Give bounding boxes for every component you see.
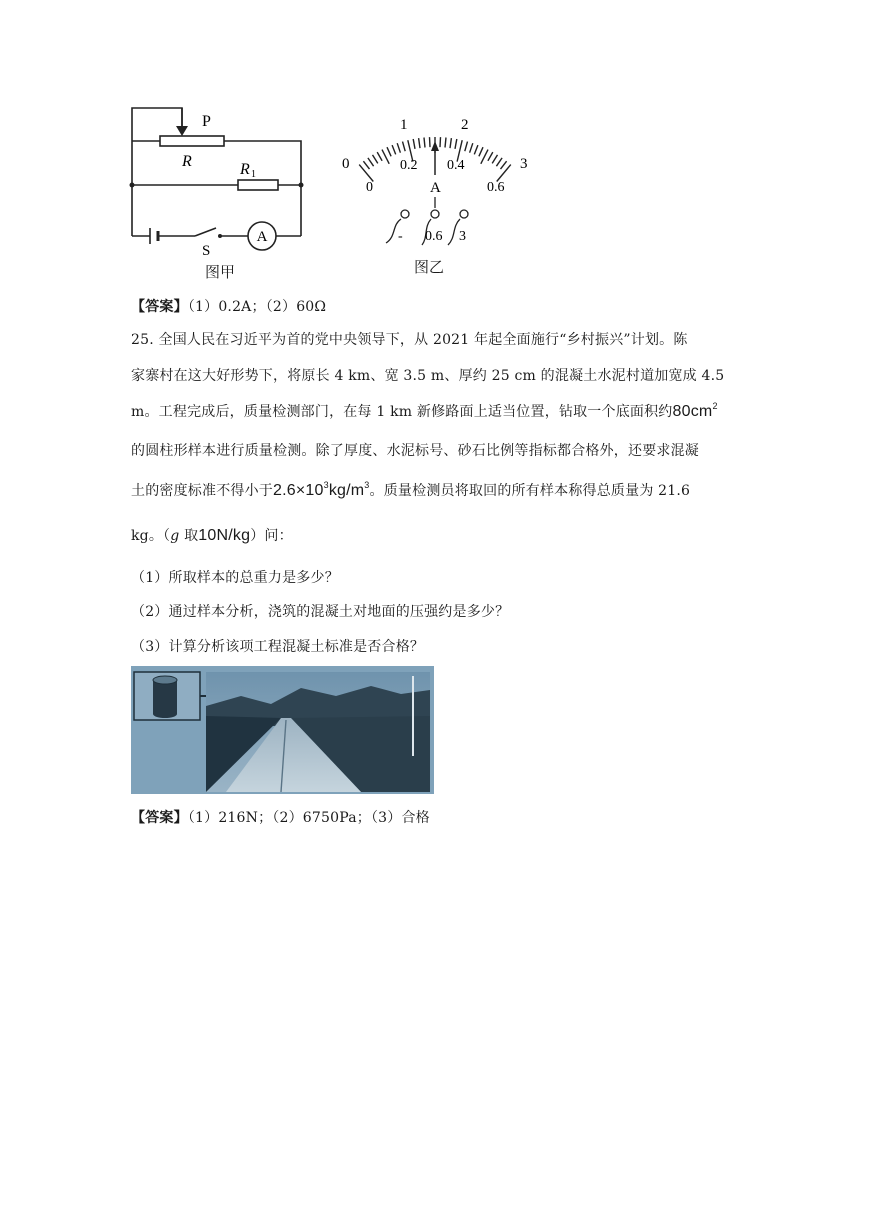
ammeter-symbol: A	[256, 229, 268, 245]
answer-bracket: 【答案】	[131, 299, 188, 315]
problem-line-5	[131, 480, 690, 500]
dial-tick	[481, 150, 488, 164]
unit-label: A	[430, 180, 441, 196]
problem-line-5-post: 。质量检测员将取回的所有样本称得总质量为 21.6	[369, 483, 691, 499]
dial-tick	[450, 138, 451, 148]
problem-line-4: 的圆柱形样本进行质量检测。除了厚度、水泥标号、砂石比例等指标都合格外，还要求混凝	[131, 443, 699, 459]
answer-text: （1）0.2A；（2）60Ω	[187, 299, 327, 315]
bottom-scale-0: 0	[366, 180, 373, 195]
symbol-g: g	[170, 528, 180, 544]
dial-tick	[382, 150, 389, 164]
formula-density: $2.6\times 10^3kg/m^3$	[273, 480, 370, 499]
answer-24	[131, 296, 326, 316]
circuit-diagram	[120, 100, 320, 280]
dial-tick	[492, 155, 497, 164]
problem-line-3-text: m。工程完成后，质量检测部门，在每 1 km 新修路面上适当位置，钻取一个底面积约	[131, 404, 673, 420]
problem-line-2: 家寨村在这大好形势下，将原长 4 km、宽 3.5 m、厚约 25 cm 的混凝土水泥村道加宽成 4.5	[131, 368, 725, 384]
slider-arrow	[176, 108, 188, 136]
problem-line-5-text: 土的密度标准不得小于	[131, 483, 273, 499]
label-s: S	[202, 243, 211, 259]
dial-tick	[440, 137, 441, 147]
question-3: （3）计算分析该项工程混凝土标准是否合格？	[131, 639, 425, 655]
sample-cylinder-icon	[153, 676, 177, 718]
terminal-3: 3	[459, 229, 466, 244]
question-1: （1）所取样本的总重力是多少？	[131, 570, 339, 586]
formula-g: 10N/kg	[198, 527, 251, 544]
dial-tick	[474, 145, 478, 154]
bottom-scale-04: 0.4	[447, 158, 465, 173]
dial-tick	[488, 152, 493, 161]
dial-tick	[424, 138, 425, 148]
answer-text: （1）216N；（2）6750Pa；（3）合格	[187, 810, 430, 826]
dial-tick	[455, 139, 457, 149]
label-p: P	[202, 113, 211, 130]
dial-tick	[465, 142, 468, 152]
formula-area: $80cm^2$	[672, 401, 718, 420]
dial-tick	[479, 147, 483, 156]
top-scale-1: 1	[400, 117, 408, 133]
dial-tick	[470, 143, 473, 153]
dial-tick	[501, 161, 507, 169]
question-2: （2）通过样本分析，浇筑的混凝土对地面的压强约是多少？	[131, 604, 510, 620]
figure-jia-caption: 图甲	[205, 263, 236, 281]
dial-tick	[377, 152, 382, 161]
dial-tick	[430, 137, 431, 147]
top-scale-2: 2	[461, 117, 469, 133]
terminal-06: 0.6	[425, 229, 443, 244]
problem-line-3	[131, 401, 718, 421]
dial-tick	[445, 138, 446, 148]
top-scale-3: 3	[520, 156, 528, 172]
label-r: R	[182, 153, 192, 170]
dial-tick	[497, 165, 511, 182]
label-r1: R	[240, 161, 250, 178]
road-photo	[131, 666, 434, 794]
dial-tick	[413, 139, 415, 149]
dial-tick	[496, 158, 502, 166]
dial-tick	[359, 165, 373, 182]
dial-tick	[368, 158, 374, 166]
dial-tick	[392, 145, 396, 154]
dial-tick	[387, 147, 391, 156]
label-r1-sub: 1	[251, 169, 256, 180]
answer-bracket: 【答案】	[131, 810, 188, 826]
dial-tick	[363, 161, 369, 169]
top-scale-0: 0	[342, 156, 350, 172]
figure-yi-caption: 图乙	[414, 258, 445, 276]
dial-tick	[373, 155, 378, 164]
ammeter-dial	[330, 105, 540, 250]
problem-line-6: kg。（g 取10N/kg）问：	[131, 527, 293, 544]
dial-tick	[397, 143, 400, 153]
dial-tick	[403, 142, 406, 152]
problem-line-1: 25. 全国人民在习近平为首的党中央领导下，从 2021 年起全面施行“乡村振兴”计划。陈	[131, 332, 688, 348]
pointer-needle	[431, 141, 439, 175]
answer-25	[131, 807, 430, 827]
dial-tick	[419, 138, 420, 148]
terminal-neg: -	[398, 229, 403, 244]
bottom-scale-02: 0.2	[400, 158, 418, 173]
bottom-scale-06: 0.6	[487, 180, 505, 195]
